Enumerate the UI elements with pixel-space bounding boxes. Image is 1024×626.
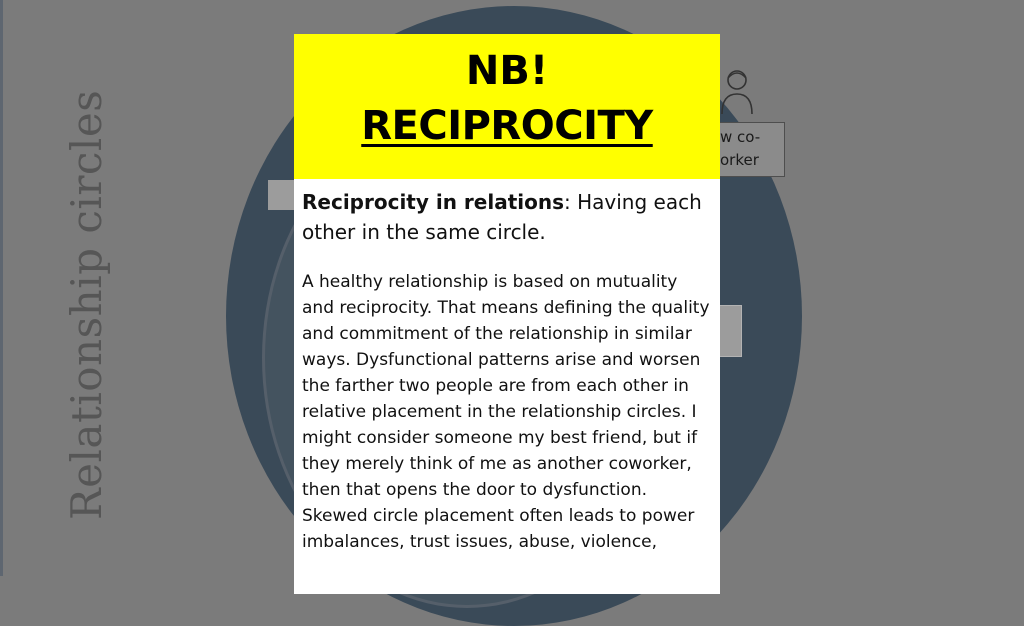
- card-title-nb: NB!: [465, 48, 549, 94]
- card-body: [294, 179, 720, 555]
- card-header: [294, 34, 720, 179]
- person-icon: [718, 66, 756, 116]
- slide-edge: [0, 0, 3, 576]
- side-title: Relationship circles: [62, 89, 111, 520]
- definition: [302, 187, 712, 247]
- reciprocity-card: [294, 34, 720, 594]
- explanation-paragraph: A healthy relationship is based on mutuality and reciprocity. That means defining the quality and commitment of the relationship in similar ways. Dysfunctional patterns arise and worsen the farther two people are from each other in relative placement in the relationship circles. I might consider someone my best friend, but if they merely think of me as another coworker, then that opens the door to dysfunction. Skewed circle placement often leads to power imbalances, trust issues, abuse, violence,: [302, 272, 710, 552]
- definition-text: : Having each other in the same circle.: [302, 190, 702, 244]
- definition-term: Reciprocity in relations: [302, 190, 565, 214]
- coworker-label: w co- orker: [720, 128, 761, 169]
- circle-label-box-right: [718, 305, 742, 357]
- card-title-reciprocity: RECIPROCITY: [361, 103, 653, 149]
